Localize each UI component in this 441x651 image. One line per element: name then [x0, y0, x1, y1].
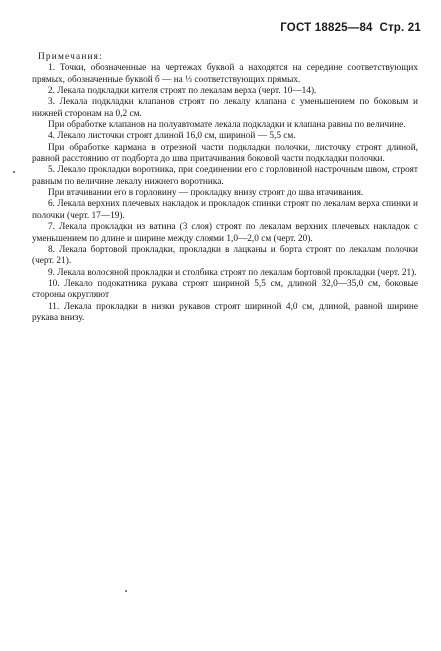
note-paragraph: 3. Лекала подкладки клапанов строят по лекалу клапана с уменьшением по боковым и нижней сторонам на 0,2 см.	[32, 97, 418, 119]
note-paragraph: 2. Лекала подкладки кителя строят по лекалам верха (черт. 10—14).	[48, 86, 317, 97]
note-paragraph: При обработке кармана в отрезной части подкладки полочки, листочку строят длиной, равной расстоянию от подборта до шва притачивания боковой части подкладки полочки.	[32, 142, 418, 165]
note-paragraph: 7. Лекала прокладки из ватина (3 слоя) строят по лекалам верхних плечевых накладок с уменьшением по длине и ширине между слоями 1,0—2,0 см (черт. 20).	[32, 222, 418, 244]
note-paragraph: 11. Лекала прокладки в низки рукавов строят шириной 4,0 см, длиной, равной ширине рукава внизу.	[32, 301, 418, 323]
notes-body	[32, 52, 418, 324]
note-paragraph: 5. Лекало прокладки воротника, при соединении его с горловиной настрочным швом, строят равным по величине лекалу нижнего воротника.	[32, 165, 418, 187]
page-number: Стр. 21	[379, 22, 421, 34]
note-paragraph: При обработке клапанов на полуавтомате лекала подкладки и клапана равны по величине.	[48, 120, 406, 131]
note-paragraph: 4. Лекало листочки строят длиной 16,0 см, шириной — 5,5 см.	[48, 131, 296, 142]
standard-number: ГОСТ 18825—84	[280, 22, 373, 34]
scan-speck	[125, 590, 127, 592]
note-paragraph: При втачивании его в горловину — прокладку внизу строят до шва втачивания.	[48, 188, 364, 199]
note-paragraph: 10. Лекало подокатника рукава строят шириной 5,5 см, длиной 32,0—35,0 см, боковые стороны округляют	[32, 278, 418, 301]
note-paragraph: 9. Лекала волосяной прокладки и столбика строят по лекалам бортовой прокладки (черт. 21).	[48, 267, 417, 278]
notes-heading: Примечания:	[38, 52, 103, 62]
note-paragraph: 8. Лекала бортовой прокладки, прокладки в лацканы и борта строят по лекалам полочки (черт. 21).	[32, 244, 418, 267]
note-paragraph: 1. Точки, обозначенные на чертежах буквой а находятся на середине соответствующих прямых, обозначенные буквой б — на ⅓ соответствующих прямых.	[32, 63, 418, 85]
page-header	[280, 22, 421, 34]
note-paragraph: 6. Лекала верхних плечевых накладок и прокладок спинки строят по лекалам верха спинки и полочки (черт. 17—19).	[32, 199, 418, 221]
scan-speck	[13, 171, 15, 173]
